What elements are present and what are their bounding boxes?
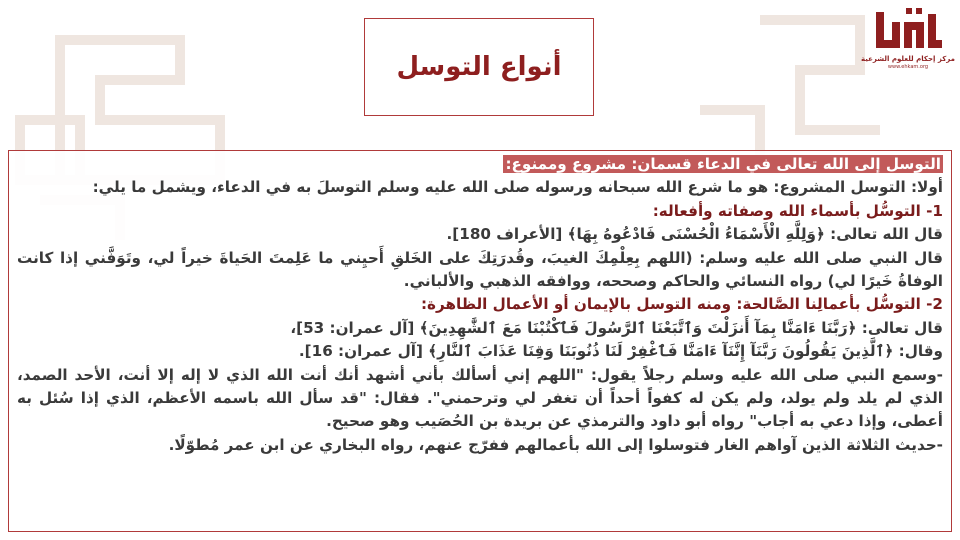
logo — [861, 6, 955, 76]
paragraph-line-4: قال تعالى: ﴿رَبَّنَا ءَامَنَّا بِمَآ أَنزَلْتَ وَٱتَّبَعْنَا ٱلرَّسُولَ فَٱكْتُبْنَا مَعَ ٱلشَّٰهِدِينَ﴾ [آل عمران: 53]، — [290, 318, 943, 337]
slide-title: أنواع التوسل — [396, 52, 562, 82]
paragraph-line-7: -حديث الثلاثة الذين آواهم الغار فتوسلوا إلى الله بأعمالهم ففرّج عنهم، رواه البخاري عن ابن عمر مُطوّلًا. — [168, 435, 943, 454]
subheading-1: 1- التوسُّل بأسماء الله وصفاته وأفعاله: — [652, 201, 943, 220]
paragraph-line-6: -وسمع النبي صلى الله عليه وسلم رجلاً يقول: "اللهم إني أسألك بأني أشهد أنك أنت الله الذي لا إله إلا أنت، الأحد الصمد، الذي لم يلد ولم يولد، ولم يكن له كفواً أحداً أن تغفر لي وترحمني". فقال: "قد سأل الله باسمه الأعظم، الذي إذا سُئل به أعطى، وإذا دعي به أجاب" رواه أبو داود والترمذي عن بريدة بن الحُصَيب وهو صحيح. — [17, 365, 943, 431]
paragraph-line-2: قال الله تعالى: ﴿وَلِلَّهِ الْأَسْمَاءُ الْحُسْنَى فَادْعُوهُ بِهَا﴾ [الأعراف 180]. — [446, 225, 943, 244]
paragraph-line-1: أولا: التوسل المشروع: هو ما شرع الله سبحانه ورسوله صلى الله عليه وسلم التوسلَ به في الدعاء، ويشمل ما يلي: — [92, 178, 943, 197]
ehkam-logo-icon — [870, 6, 946, 54]
logo-subtitle: مركز إحكام للعلوم الشرعية — [861, 55, 955, 63]
content-box — [8, 150, 952, 532]
paragraph-line-5: وقال: ﴿ٱلَّذِينَ يَقُولُونَ رَبَّنَآ إِنَّنَآ ءَامَنَّا فَٱغْفِرْ لَنَا ذُنُوبَنَا وَقِنَا عَذَابَ ٱلنَّارِ﴾ [آل عمران: 16]. — [298, 342, 943, 361]
heading-text: التوسل إلى الله تعالى في الدعاء قسمان: مشروع وممنوع: — [505, 155, 941, 173]
slide-title-box — [364, 18, 594, 116]
logo-website: www.ehkam.org — [887, 64, 929, 70]
paragraph-line-3: قال النبي صلى الله عليه وسلم: (اللهم بِعِلْمِكَ الغيبَ، وقُدرَتِكَ على الخَلقِ أَحيِني ما عَلِمتَ الحَياةَ خيراً لي، وتَوَفَّني إذا كانت الوفاةُ خَيرًا لي) رواه النسائي والحاكم وصححه، ووافقه الذهبي والألباني. — [17, 248, 943, 291]
section-heading — [17, 153, 943, 176]
subheading-2: 2- التوسُّل بأعمالِنا الصَّالحة: ومنه التوسل بالإيمان أو الأعمال الظاهرة: — [420, 295, 943, 314]
